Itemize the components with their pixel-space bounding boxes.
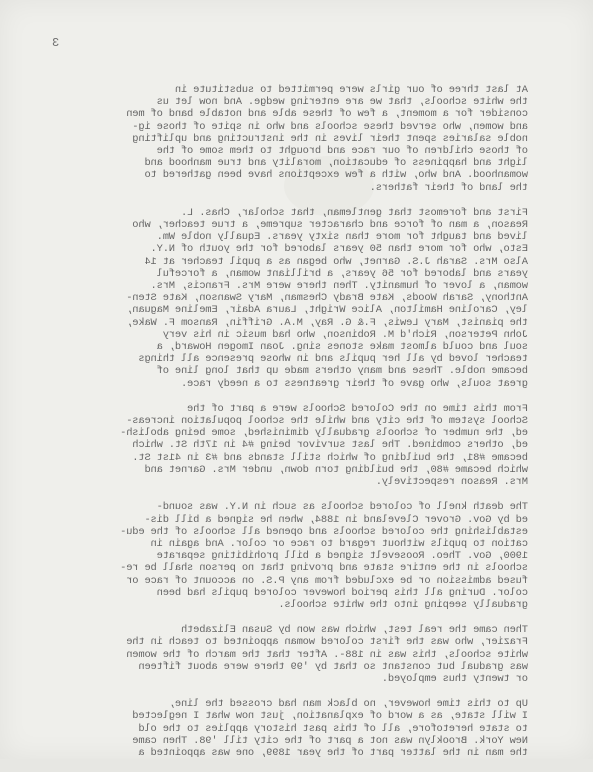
text-line: consider for a moment, a few of these able and notable band of men: [126, 108, 528, 121]
text-line: 1900, Gov. Theo. Roosevelt signed a bill prohibiting separate: [156, 550, 528, 563]
text-line: New York. Brooklyn was not a part of the city till '98. Then came: [132, 734, 528, 747]
text-line: Then came the real test, which was won by Susan Elizabeth: [181, 624, 528, 637]
text-line: was gradual but constant so that by '99 there were about fifteen: [138, 660, 528, 673]
text-line: Up to this time however, no black man had crossed the line,: [168, 698, 528, 711]
text-line: womanhood. And who, with a few exceptions have been gathered to: [144, 169, 528, 182]
text-line: color. During all this period however colored pupils had been: [156, 586, 528, 599]
paragraph: [58, 698, 528, 759]
text-line: Also Mrs. Sarah J.S. Garnet, who began as a pupil teacher at 14: [144, 255, 528, 268]
text-line: lived and taught for more than sixty years. Equally noble Wm.: [156, 231, 528, 244]
text-line: of those children of our race and brought to them some of the: [156, 145, 528, 158]
paragraph: [58, 207, 528, 390]
text-line: white schools, this was in 188-. After that the march of the women: [126, 648, 528, 661]
text-line: Frazier, who was the first colored woman appointed to teach in the: [126, 636, 528, 649]
text-line: years and labored for 56 years, a brilliant woman, a forceful: [156, 267, 528, 280]
text-line: to state heretofore, all of this past history applies to the old: [138, 722, 528, 735]
text-line: woman, a lover of humanity. Then there were Mrs. Francis, Mrs.: [150, 280, 528, 293]
text-line: Anthony, Sarah Woods, Kate Brady Chesman, Mary Swanson, Kate Sten-: [126, 292, 528, 305]
text-line: teacher loved by all her pupils and in whose presence all things: [138, 353, 528, 366]
page-number: 3: [52, 36, 60, 50]
text-line: ed, the number of schools gradually diminished, some being abolish-: [120, 427, 528, 440]
text-line: became #81, the building of which still stands and #3 in 41st St.: [132, 451, 528, 464]
text-line: or twenty thus employed.: [381, 672, 528, 685]
text-line: School system of the city and while the school population increas-: [126, 415, 528, 428]
text-line: great souls, who gave of their greatness to a needy race.: [181, 377, 528, 390]
text-line: ley, Caroline Hamilton, Alice Wright, Laura Adair, Emeline Maguan,: [126, 304, 528, 317]
text-line: From this time on the Colored Schools were a part of the: [187, 402, 528, 415]
paragraph: [58, 84, 528, 194]
text-line: I will state, as a word of explanation, just now what I neglected: [132, 710, 528, 723]
text-line: the pianist, Mary Lewis, F.& G. Ray, M.A. Griffin, Ransom F. Wake,: [126, 316, 528, 329]
text-line: ed by Gov. Grover Cleveland in 1884, when he signed a bill dis-: [144, 513, 528, 526]
text-line: Reason, a man of force and character supreme, a true teacher, who: [132, 219, 528, 232]
text-line: light and happiness of education, morality and true manhood and: [144, 157, 528, 170]
text-line: soul and could almost make stones sing. Joan Imogen Howard, a: [156, 341, 528, 354]
text-line: cation to pupils without regard to race or color. And again in: [150, 537, 528, 550]
paragraph: [58, 501, 528, 611]
text-line: Esto, who for more than 50 years labored for the youth of N.Y.: [150, 243, 528, 256]
text-line: gradually seeping into the white schools.: [278, 598, 528, 611]
text-line: schools in the entire state and proving that no person shall be re-: [120, 562, 528, 575]
text-line: the land of their fathers.: [369, 181, 528, 194]
text-line: became noble. These and many others made up that long line of: [156, 365, 528, 378]
text-line: the white schools, that we are entering wedge. And now let us: [156, 96, 528, 109]
text-line: the man in the latter part of the year 1899, one was appointed a: [138, 746, 528, 759]
text-line: fused admission or be excluded from any P.S. on account of race or: [126, 574, 528, 587]
text-line: First and foremost that gentleman, that scholar, Chas. L.: [181, 206, 528, 219]
text-line: ed, others combined. The last survivor being #4 in 17th St. which: [132, 439, 528, 452]
paragraph: [58, 624, 528, 685]
text-line: establishing the colored schools and opened all schools of the edu-: [120, 525, 528, 538]
mirrored-typewritten-text: [58, 84, 528, 772]
text-line: John Peterson, Rich'd M. Robinson, who had music in his very: [162, 328, 528, 341]
text-line: At last three of our girls were permitted to substitute in: [175, 84, 528, 96]
text-line: noble salaries spent their lives in the instructing and uplifting: [132, 132, 528, 145]
text-line: Mrs. Reason respectively.: [375, 476, 528, 489]
text-line: which became #80, the building torn down, under Mrs. Garnet and: [144, 463, 528, 476]
text-line: and women, who served these schools and who in spite of those ig-: [132, 120, 528, 133]
text-line: The death knell of colored schools as such in N.Y. was sound-: [156, 501, 528, 514]
paragraph: [58, 403, 528, 488]
